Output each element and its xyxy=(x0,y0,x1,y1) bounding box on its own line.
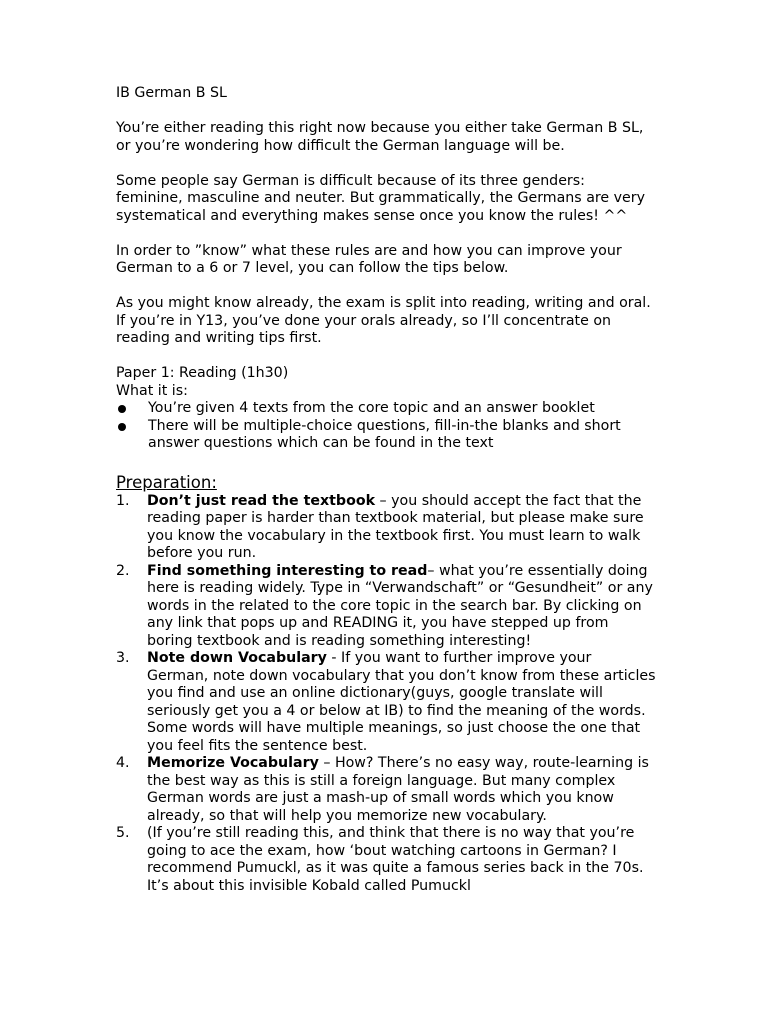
paper-bullet-list xyxy=(116,400,656,453)
list-item xyxy=(116,400,656,418)
step-title: Note down Vocabulary xyxy=(147,650,327,666)
step-body: (If you’re still reading this, and think that there is no way that you’re going to ace the exam, how ‘bout watching cartoons in German? I recommend Pumuckl, as it was quite a famous series back in the 70s. It’s about this invisible Kobald called Pumuckl xyxy=(147,825,644,894)
list-item xyxy=(116,755,656,825)
genders-paragraph: Some people say German is difficult because of its three genders: feminine, masculine and neuter. But grammatically, the Germans are very systematical and everything makes sense once you know the rules! ^^ xyxy=(116,172,646,224)
step-number: 5. xyxy=(116,825,130,841)
step-body: – How? There’s no easy way, route-learning is the best way as this is still a foreign language. But many complex German words are just a mash-up of small words which you know already, so that will help you memorize new vocabulary. xyxy=(147,755,649,824)
step-title: Memorize Vocabulary xyxy=(147,755,319,771)
step-body: – what you’re essentially doing here is reading widely. Type in “Verwandschaft” or “Gesundheit” or any words in the related to the core topic in the search bar. By clicking on any link that pops up and READING it, you have stepped up from boring textbook and is reading something interesting! xyxy=(147,562,653,649)
list-item xyxy=(116,493,656,563)
list-item xyxy=(116,563,656,651)
bullet-text: There will be multiple-choice questions, fill-in-the blanks and short answer questions which can be found in the text xyxy=(148,417,621,451)
what-it-is-label: What it is: xyxy=(116,382,188,399)
preparation-heading: Preparation: xyxy=(116,472,217,492)
rules-paragraph: In order to ”know” what these rules are and how you can improve your German to a 6 or 7 level, you can follow the tips below. xyxy=(116,242,622,276)
step-number: 4. xyxy=(116,755,130,771)
step-number: 3. xyxy=(116,650,130,666)
bullet-icon xyxy=(118,423,126,431)
exam-split-paragraph: As you might know already, the exam is split into reading, writing and oral. If you’re in Y13, you’ve done your orals already, so I’ll concentrate on reading and writing tips first. xyxy=(116,295,651,346)
intro-paragraph: You’re either reading this right now because you either take German B SL, or you’re wondering how difficult the German language will be. xyxy=(116,120,644,154)
document-title: IB German B SL xyxy=(116,85,227,101)
step-body: - If you want to further improve your German, note down vocabulary that you don’t know from these articles you find and use an online dictionary(guys, google translate will seriously get you a 4 or below at IB) to find the meaning of the words. Some words will have multiple meanings, so just choose the one that you feel fits the sentence best. xyxy=(147,650,656,754)
document-page xyxy=(116,85,656,895)
preparation-steps xyxy=(116,493,656,896)
list-item xyxy=(116,418,656,453)
list-item xyxy=(116,650,656,755)
step-title: Don’t just read the textbook xyxy=(147,492,376,509)
bullet-icon xyxy=(118,405,126,413)
step-title: Find something interesting to read xyxy=(147,562,428,579)
list-item xyxy=(116,825,656,895)
step-body: – you should accept the fact that the reading paper is harder than textbook material, but please make sure you know the vocabulary in the textbook first. You must learn to walk before you run. xyxy=(147,492,644,561)
step-number: 2. xyxy=(116,562,130,579)
step-number: 1. xyxy=(116,492,130,509)
bullet-text: You’re given 4 texts from the core topic and an answer booklet xyxy=(148,400,595,416)
paper-heading: Paper 1: Reading (1h30) xyxy=(116,365,289,381)
